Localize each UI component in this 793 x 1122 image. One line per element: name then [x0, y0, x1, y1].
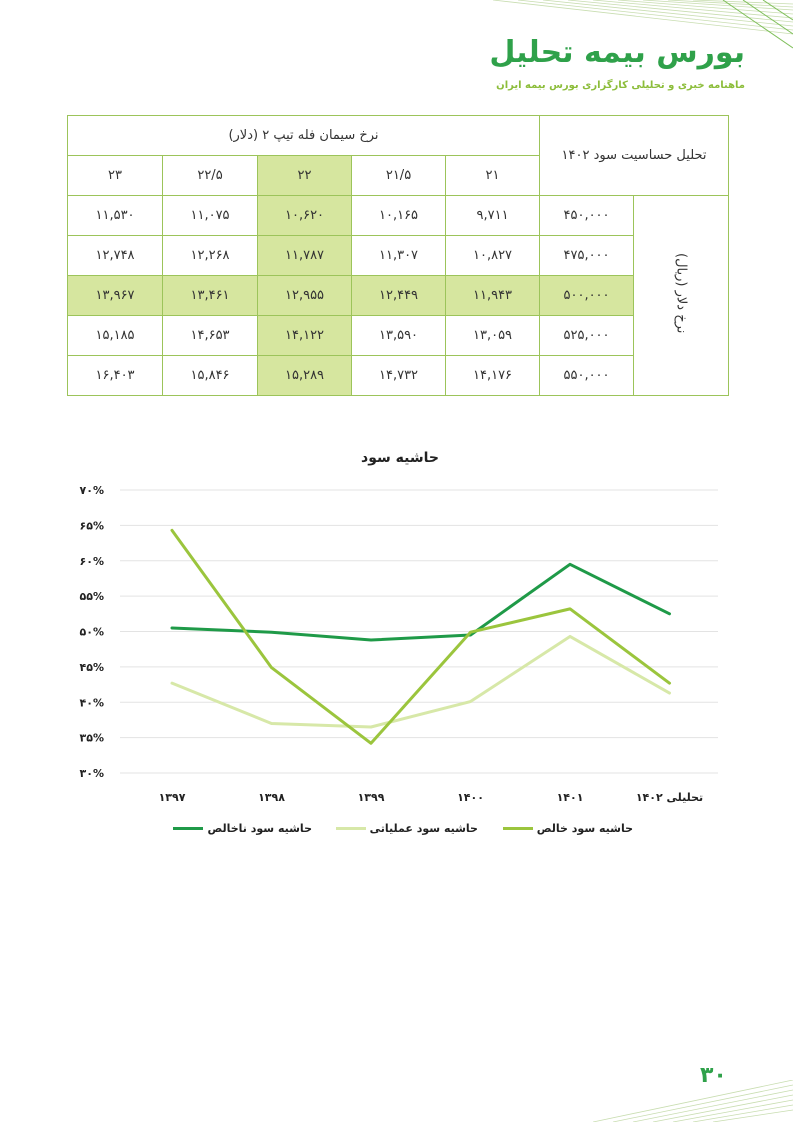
table-cell: ۱۳,۹۶۷	[68, 276, 163, 316]
legend-swatch	[336, 827, 366, 830]
row-header: ۵۵۰,۰۰۰	[540, 356, 634, 396]
legend-swatch	[503, 827, 533, 830]
table-cell: ۱۴,۱۲۲	[258, 316, 352, 356]
profit-margin-chart	[60, 440, 740, 815]
chart-title: حاشیه سود	[361, 450, 439, 466]
column-header: ۲۳	[68, 156, 163, 196]
table-cell: ۱۳,۰۵۹	[446, 316, 540, 356]
row-header: ۴۵۰,۰۰۰	[540, 196, 634, 236]
row-group-label: نرخ دلار (ریال)	[673, 253, 689, 334]
y-tick-label: ۵۰%	[79, 625, 104, 639]
x-tick-label: ۱۳۹۹	[357, 791, 385, 804]
table-cell: ۱۱,۷۸۷	[258, 236, 352, 276]
column-header: ۲۲/۵	[163, 156, 258, 196]
x-tick-label: ۱۴۰۰	[457, 791, 484, 804]
brand-title: بورس بیمه تحلیل	[489, 35, 745, 70]
table-cell: ۱۲,۴۴۹	[352, 276, 446, 316]
x-tick-label: ۱۴۰۱	[556, 791, 584, 804]
table-corner-label: تحلیل حساسیت سود ۱۴۰۲	[540, 116, 729, 196]
table-cell: ۱۲,۷۴۸	[68, 236, 163, 276]
table-row	[68, 196, 729, 236]
x-tick-label: ۱۳۹۸	[258, 791, 285, 804]
table-cell: ۱۱,۳۰۷	[352, 236, 446, 276]
legend-item-gross	[173, 822, 312, 835]
table-cell: ۱۵,۸۴۶	[163, 356, 258, 396]
y-tick-label: ۶۰%	[79, 554, 104, 568]
series-line-1	[172, 636, 670, 727]
legend-item-net	[503, 822, 633, 835]
table-cell: ۱۰,۶۲۰	[258, 196, 352, 236]
table-row	[68, 236, 729, 276]
y-tick-label: ۳۵%	[79, 731, 104, 745]
table-cell: ۱۱,۰۷۵	[163, 196, 258, 236]
x-tick-label: ۱۳۹۷	[158, 791, 186, 804]
table-cell: ۱۰,۱۶۵	[352, 196, 446, 236]
table-cell: ۱۳,۵۹۰	[352, 316, 446, 356]
x-tick-label: تحلیلی ۱۴۰۲	[635, 791, 704, 804]
table-cell: ۱۰,۸۲۷	[446, 236, 540, 276]
table-row	[68, 356, 729, 396]
brand-header	[489, 35, 745, 91]
row-header: ۵۲۵,۰۰۰	[540, 316, 634, 356]
table-cell: ۱۵,۲۸۹	[258, 356, 352, 396]
corner-decoration-bottom	[593, 1080, 793, 1122]
y-tick-label: ۴۵%	[79, 660, 104, 674]
column-header-highlighted: ۲۲	[258, 156, 352, 196]
y-tick-label: ۴۰%	[79, 696, 104, 710]
table-cell: ۱۶,۴۰۳	[68, 356, 163, 396]
legend-swatch	[173, 827, 203, 830]
column-group-label: نرخ سیمان فله تیپ ۲ (دلار)	[68, 116, 540, 156]
table-row-highlighted	[68, 276, 729, 316]
table-cell: ۱۱,۵۳۰	[68, 196, 163, 236]
column-header: ۲۱/۵	[352, 156, 446, 196]
table-cell: ۱۵,۱۸۵	[68, 316, 163, 356]
legend-label: حاشیه سود عملیاتی	[369, 822, 478, 835]
row-group-label-cell	[634, 196, 729, 396]
table-row	[68, 316, 729, 356]
table-cell: ۱۴,۱۷۶	[446, 356, 540, 396]
chart-legend	[0, 822, 793, 840]
table-cell: ۱۳,۴۶۱	[163, 276, 258, 316]
y-tick-label: ۳۰%	[79, 767, 104, 780]
row-header: ۵۰۰,۰۰۰	[540, 276, 634, 316]
y-tick-label: ۶۵%	[79, 519, 104, 533]
brand-subtitle: ماهنامه خبری و تحلیلی کارگزاری بورس بیمه ایران	[496, 80, 745, 91]
table-cell: ۱۲,۹۵۵	[258, 276, 352, 316]
legend-label: حاشیه سود خالص	[536, 822, 633, 835]
table-cell: ۱۲,۲۶۸	[163, 236, 258, 276]
row-header: ۴۷۵,۰۰۰	[540, 236, 634, 276]
table-cell: ۱۱,۹۴۳	[446, 276, 540, 316]
table-cell: ۱۴,۶۵۳	[163, 316, 258, 356]
y-tick-label: ۷۰%	[79, 484, 104, 497]
legend-label: حاشیه سود ناخالص	[207, 822, 312, 835]
page-number: ۳۰	[700, 1063, 727, 1088]
y-tick-label: ۵۵%	[79, 590, 104, 604]
table-cell: ۱۴,۷۳۲	[352, 356, 446, 396]
table-cell: ۹,۷۱۱	[446, 196, 540, 236]
sensitivity-table	[67, 115, 729, 396]
column-header: ۲۱	[446, 156, 540, 196]
legend-item-operating	[336, 822, 478, 835]
